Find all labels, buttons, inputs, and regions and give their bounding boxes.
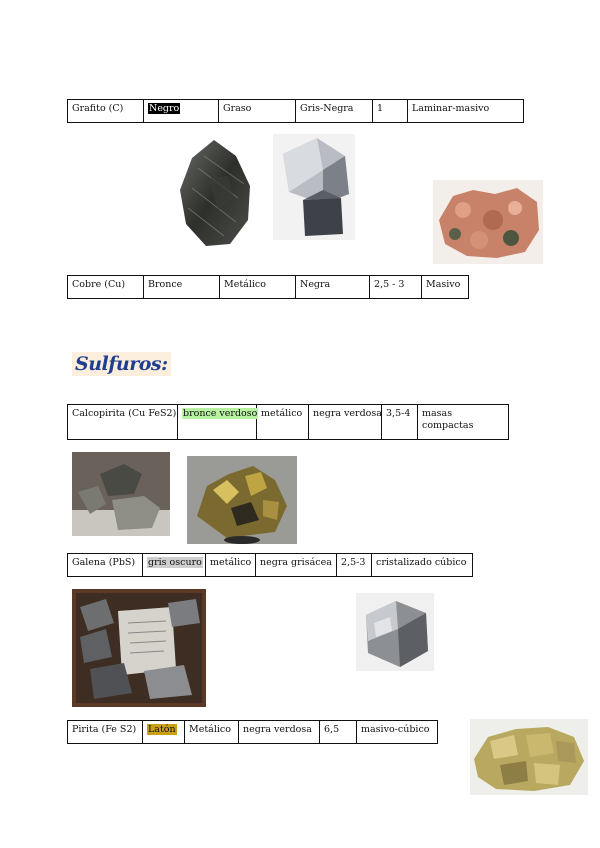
streak-cell: negra verdosa — [239, 721, 320, 743]
color-value: bronce verdoso — [183, 408, 258, 419]
metallic-crystal-image — [273, 134, 355, 240]
habit-cell: cristalizado cúbico — [376, 557, 467, 568]
color-cell — [144, 100, 219, 122]
hardness-cell: 3,5-4 — [382, 405, 418, 439]
table-row-galena — [67, 553, 473, 577]
streak-cell: negra grisácea — [256, 554, 337, 576]
color-cell — [178, 405, 257, 439]
mineral-name: Galena (PbS) — [68, 554, 143, 576]
habit-cell: masas compactas — [422, 408, 474, 431]
galena-image-1 — [72, 589, 206, 707]
luster-cell: metálico — [257, 405, 309, 439]
copper-image — [433, 180, 543, 264]
habit-cell: Laminar-masivo — [412, 103, 490, 114]
hardness-cell: 2,5-3 — [337, 554, 372, 576]
table-row-calcopirita — [67, 404, 509, 440]
table-row-cobre — [67, 275, 469, 299]
pyrite-image — [470, 719, 588, 795]
color-value: Latón — [148, 724, 176, 735]
mineral-name: Calcopirita (Cu FeS2) — [68, 405, 178, 439]
hardness-cell: 2,5 - 3 — [370, 276, 422, 298]
mineral-name: Cobre (Cu) — [68, 276, 144, 298]
mineral-name: Grafito (C) — [68, 100, 144, 122]
mineral-name: Pirita (Fe S2) — [68, 721, 143, 743]
streak-cell: Gris-Negra — [296, 100, 373, 122]
luster-cell: metálico — [206, 554, 256, 576]
habit-cell: masivo-cúbico — [361, 724, 430, 735]
streak-cell: negra verdosa — [309, 405, 382, 439]
luster-cell: Graso — [219, 100, 296, 122]
color-cell — [143, 554, 206, 576]
galena-image-2 — [356, 593, 434, 671]
chalcopyrite-image-2 — [187, 456, 297, 544]
hardness-cell: 6,5 — [320, 721, 357, 743]
section-heading: Sulfuros: — [72, 352, 171, 376]
hardness-cell: 1 — [373, 100, 408, 122]
color-value: Negro — [149, 103, 180, 114]
luster-cell: Metálico — [185, 721, 239, 743]
table-row-pirita — [67, 720, 438, 744]
luster-cell: Metálico — [220, 276, 296, 298]
color-cell — [143, 721, 185, 743]
color-cell: Bronce — [144, 276, 220, 298]
table-row-grafito — [67, 99, 524, 123]
streak-cell: Negra — [296, 276, 370, 298]
graphite-image — [178, 138, 258, 250]
chalcopyrite-image-1 — [72, 452, 170, 536]
habit-cell: Masivo — [426, 279, 461, 290]
color-value: gris oscuro — [148, 557, 202, 568]
